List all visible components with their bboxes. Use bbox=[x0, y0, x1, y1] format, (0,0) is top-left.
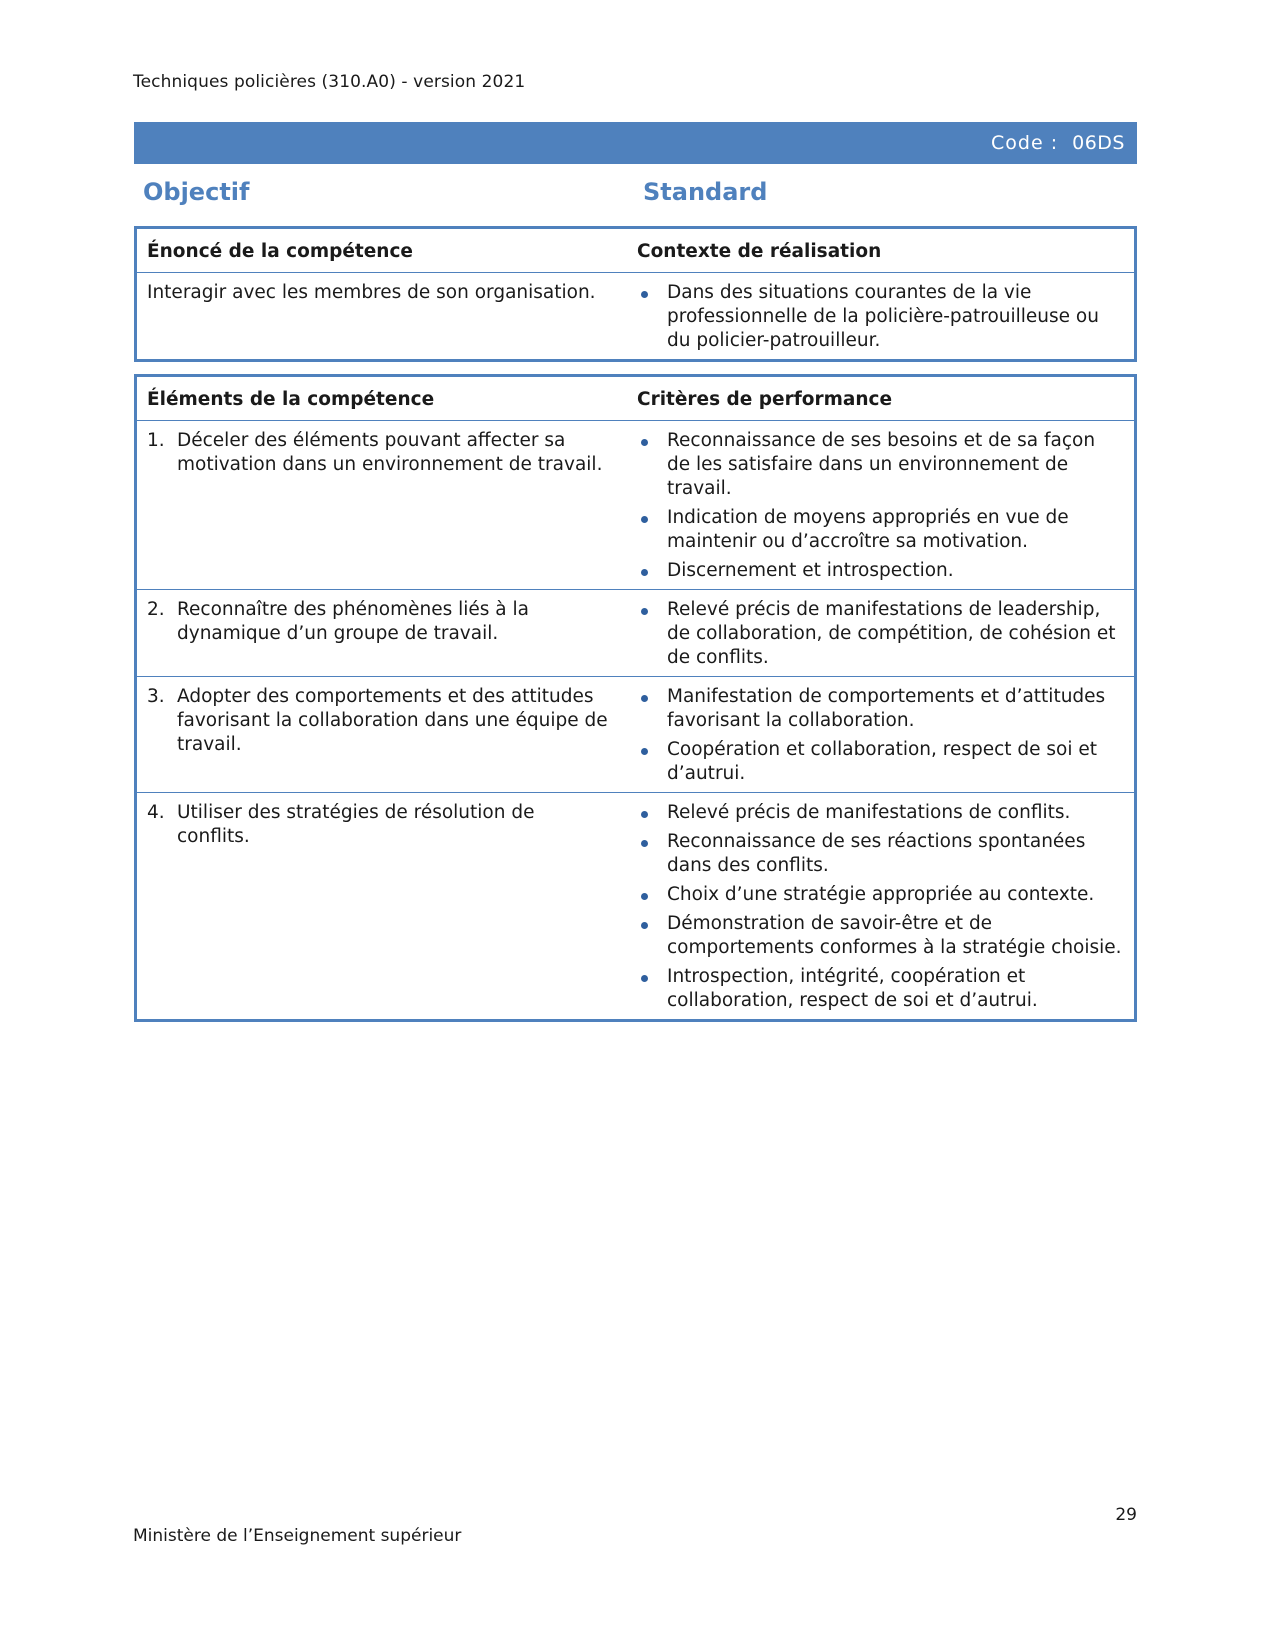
objectif-heading: Objectif bbox=[143, 178, 250, 206]
bullet-icon bbox=[637, 912, 667, 960]
list-item: Choix d’une stratégie appropriée au contexte. bbox=[637, 883, 1124, 907]
list-item: Reconnaissance de ses besoins et de sa façon de les satisfaire dans un environnement de travail. bbox=[637, 429, 1124, 501]
table-header-row bbox=[137, 377, 1134, 420]
competence-elements-table bbox=[134, 374, 1137, 1022]
competence-statement-table bbox=[134, 226, 1137, 362]
element-number: 1. bbox=[147, 430, 165, 451]
table-header-row bbox=[137, 229, 1134, 272]
list-item: Reconnaissance de ses réactions spontanées dans des conflits. bbox=[637, 830, 1124, 878]
element-number: 3. bbox=[147, 686, 165, 707]
criteria-list bbox=[637, 801, 1124, 1013]
list-item: Démonstration de savoir-être et de comportements conformes à la stratégie choisie. bbox=[637, 912, 1124, 960]
list-item: Relevé précis de manifestations de leadership, de collaboration, de compétition, de cohésion et de conflits. bbox=[637, 598, 1124, 670]
enonce-header: Énoncé de la compétence bbox=[147, 241, 413, 262]
bullet-icon bbox=[637, 429, 667, 501]
bullet-icon bbox=[637, 883, 667, 907]
list-item: Manifestation de comportements et d’attitudes favorisant la collaboration. bbox=[637, 685, 1124, 733]
table-row bbox=[137, 792, 1134, 1019]
list-item: Indication de moyens appropriés en vue de maintenir ou d’accroître sa motivation. bbox=[637, 506, 1124, 554]
list-item: Introspection, intégrité, coopération et collaboration, respect de soi et d’autrui. bbox=[637, 965, 1124, 1013]
footer-publisher: Ministère de l’Enseignement supérieur bbox=[133, 1526, 462, 1546]
criteria-list bbox=[637, 685, 1124, 786]
element-number: 2. bbox=[147, 599, 165, 620]
element-text: Utiliser des stratégies de résolution de conflits. bbox=[177, 802, 535, 847]
bullet-icon bbox=[637, 801, 667, 825]
bullet-icon bbox=[637, 685, 667, 733]
element-number: 4. bbox=[147, 802, 165, 823]
standard-heading: Standard bbox=[643, 178, 768, 206]
bullet-icon bbox=[637, 559, 667, 583]
bullet-icon bbox=[637, 830, 667, 878]
contexte-list bbox=[637, 281, 1124, 353]
elements-header: Éléments de la compétence bbox=[147, 389, 435, 410]
bullet-icon bbox=[637, 598, 667, 670]
element-text: Reconnaître des phénomènes liés à la dynamique d’un groupe de travail. bbox=[177, 599, 529, 644]
code-label: Code : bbox=[991, 132, 1059, 154]
list-item: Dans des situations courantes de la vie professionnelle de la policière-patrouilleuse ou du policier-patrouilleur. bbox=[637, 281, 1124, 353]
bullet-icon bbox=[637, 738, 667, 786]
code-bar bbox=[134, 122, 1137, 164]
criteria-list bbox=[637, 429, 1124, 583]
table-row bbox=[137, 676, 1134, 792]
list-item: Discernement et introspection. bbox=[637, 559, 1124, 583]
page-number: 29 bbox=[1115, 1505, 1137, 1525]
criteres-header: Critères de performance bbox=[637, 389, 893, 410]
running-header: Techniques policières (310.A0) - version 2021 bbox=[133, 72, 526, 92]
element-text: Déceler des éléments pouvant affecter sa motivation dans un environnement de travail. bbox=[177, 430, 603, 475]
list-item: Relevé précis de manifestations de conflits. bbox=[637, 801, 1124, 825]
table-row bbox=[137, 272, 1134, 359]
criteria-list bbox=[637, 598, 1124, 670]
bullet-icon bbox=[637, 965, 667, 1013]
code-value: 06DS bbox=[1072, 132, 1125, 154]
bullet-icon bbox=[637, 506, 667, 554]
element-text: Adopter des comportements et des attitudes favorisant la collaboration dans une équipe de travail. bbox=[177, 686, 608, 755]
enonce-text: Interagir avec les membres de son organisation. bbox=[147, 282, 596, 303]
list-item: Coopération et collaboration, respect de soi et d’autrui. bbox=[637, 738, 1124, 786]
table-row bbox=[137, 420, 1134, 589]
contexte-header: Contexte de réalisation bbox=[637, 241, 882, 262]
bullet-icon bbox=[637, 281, 667, 353]
table-row bbox=[137, 589, 1134, 676]
